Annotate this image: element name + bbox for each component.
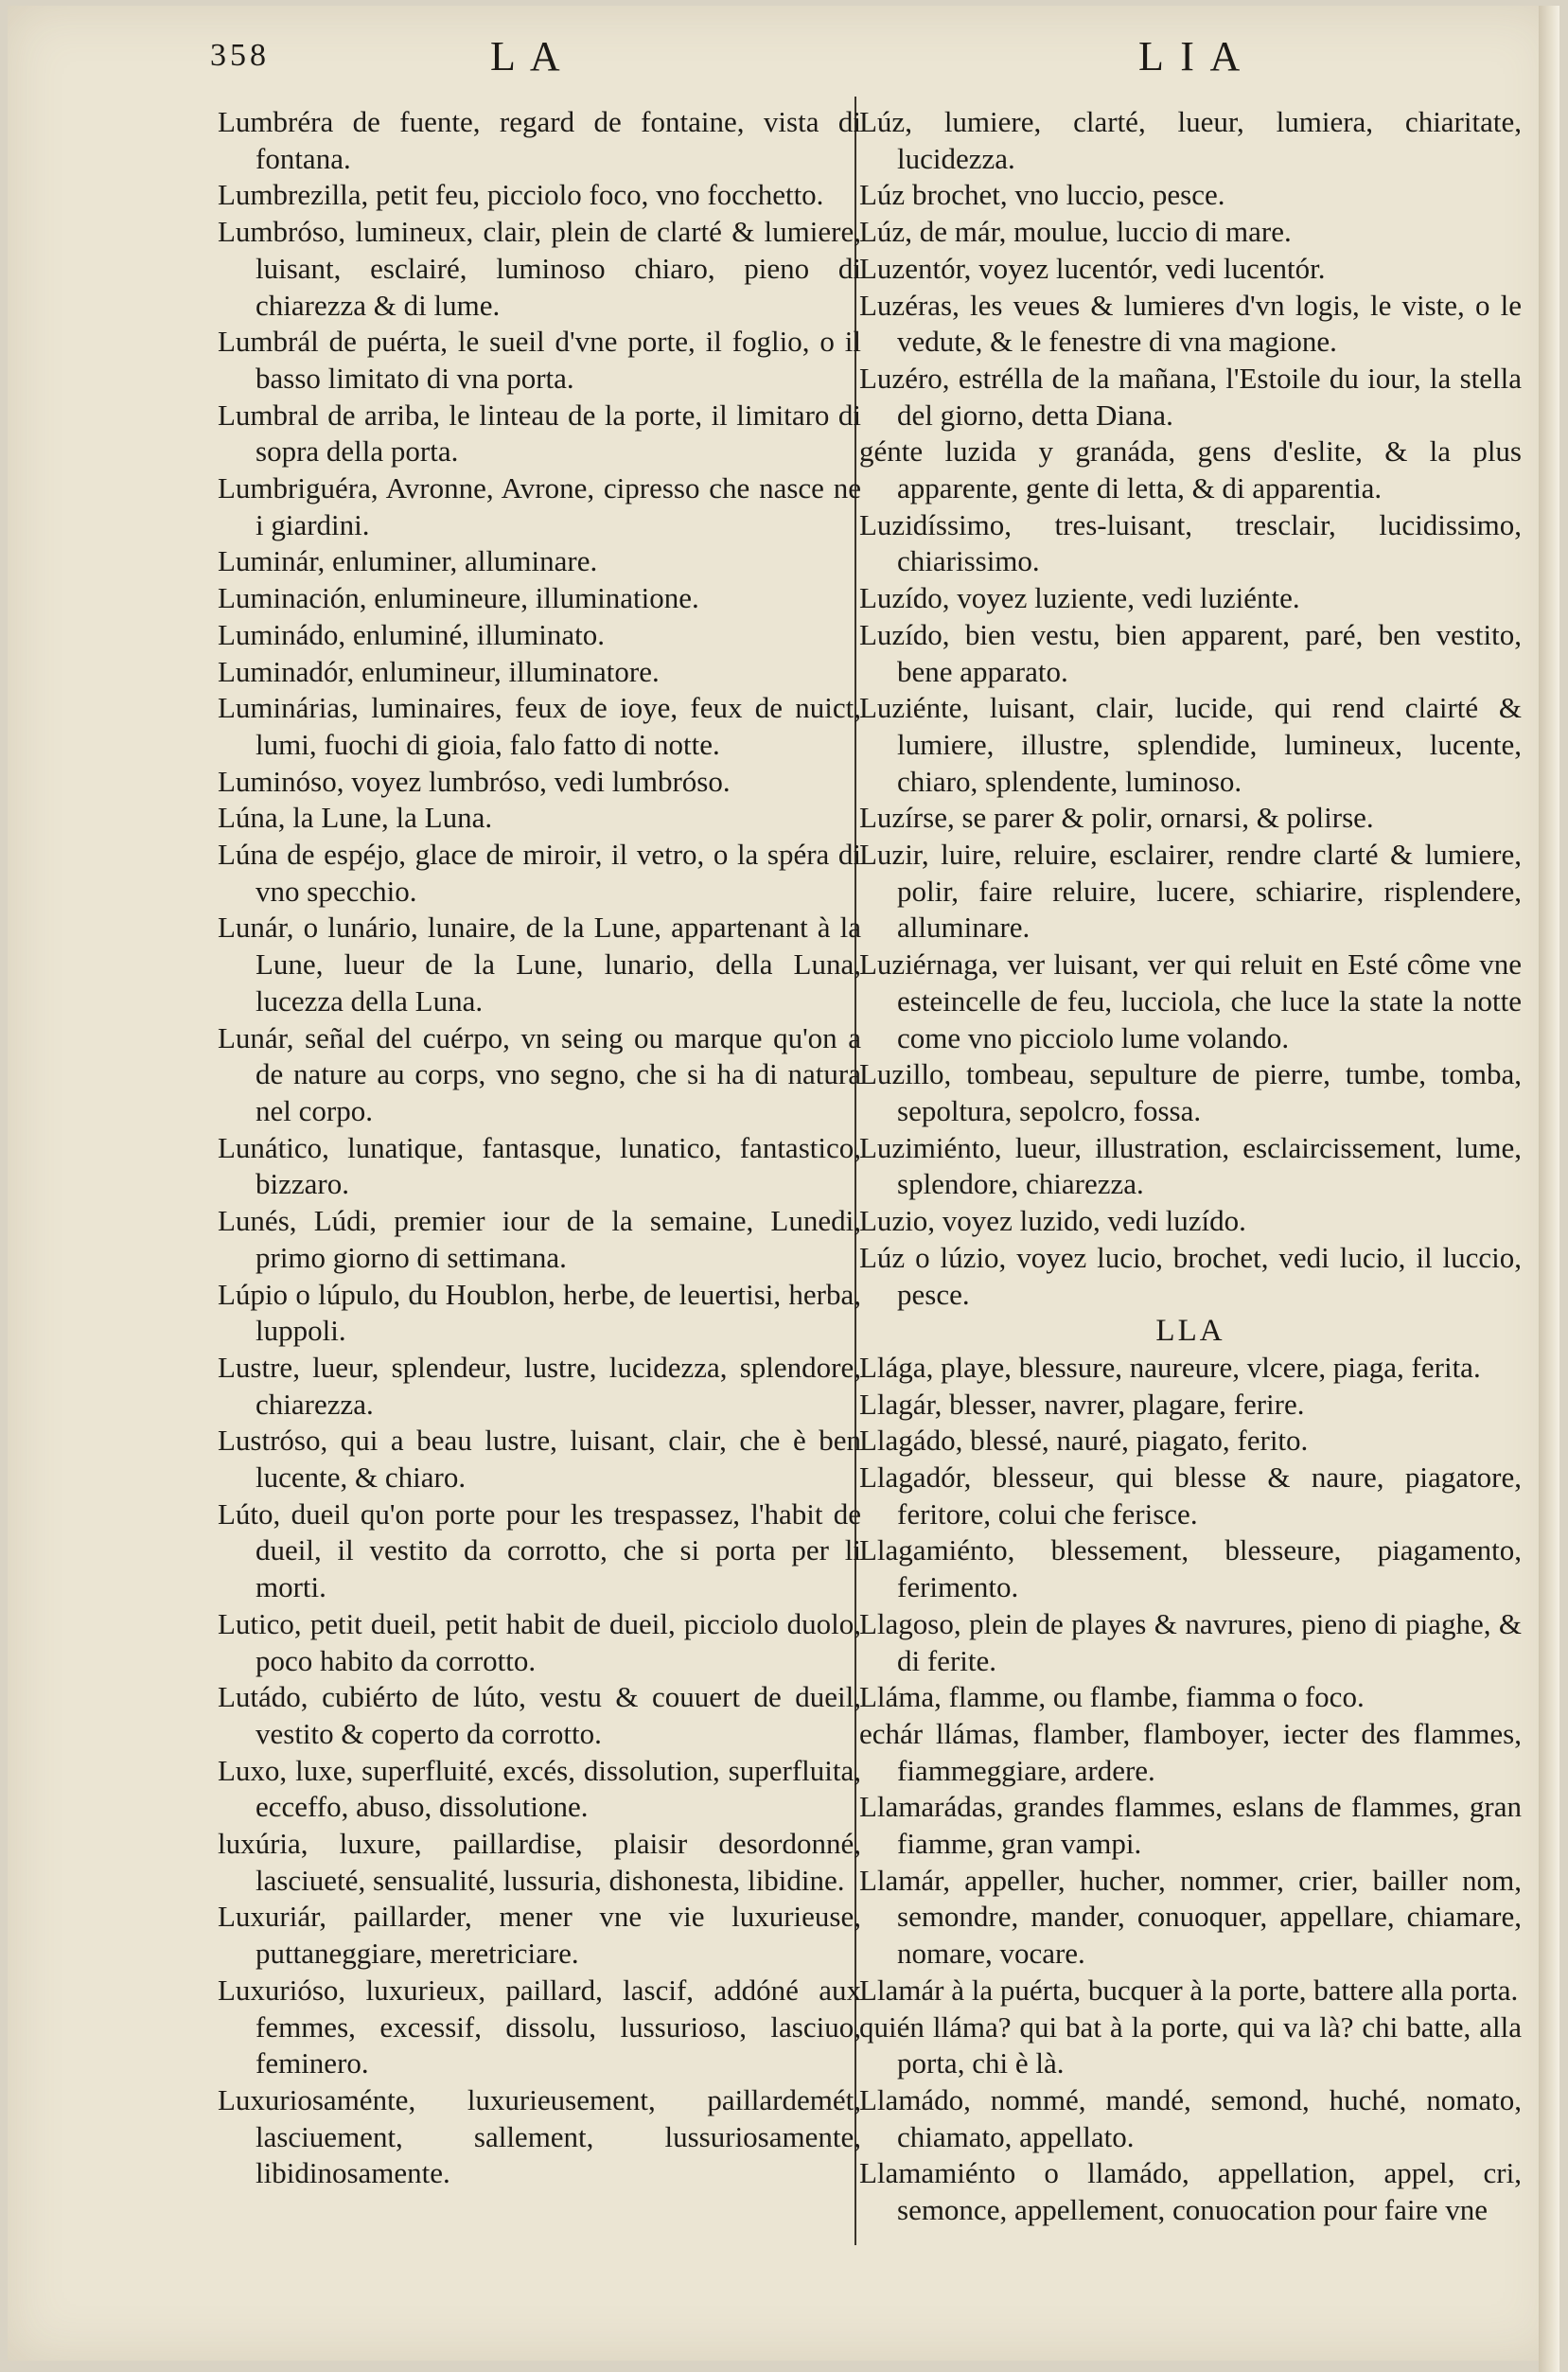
right-column-lla-entry: Llamár, appeller, hucher, nommer, crier, bailler nom, semondre, mander, conuoquer, appellare, chiamare, nomare, vocare. (859, 1863, 1522, 1971)
left-column-entry: Lunés, Lúdi, premier iour de la semaine, Lunedi, primo giorno di settimana. (218, 1204, 861, 1274)
right-running-head: L I A (1138, 33, 1244, 80)
right-column-entry: Luzírse, se parer & polir, ornarsi, & polirse. (859, 801, 1374, 835)
right-column-entry: Luzéras, les veues & lumieres d'vn logis, le viste, o le vedute, & le fenestre di vna magione. (859, 288, 1522, 359)
right-column-lla-entry: Llamarádas, grandes flammes, eslans de flammes, gran fiamme, gran vampi. (859, 1790, 1522, 1861)
right-column-lla-entry: echár llámas, flamber, flamboyer, iecter des flammes, fiammeggiare, ardere. (859, 1716, 1522, 1787)
left-column-entry: Lumbróso, lumineux, clair, plein de clarté & lumiere, luisant, esclairé, luminoso chiaro, pieno di chiarezza & di lume. (218, 215, 861, 322)
right-column-lla-entry: Llamamiénto o llamádo, appellation, appel, cri, semonce, appellement, conuocation pour faire vne (859, 2156, 1522, 2227)
left-column-entry: Lutico, petit dueil, petit habit de dueil, picciolo duolo, poco habito da corrotto. (218, 1606, 861, 1677)
left-column-entry: Luxo, luxe, superfluité, excés, dissolution, superfluita, ecceffo, abuso, dissolutione. (218, 1753, 861, 1824)
left-column-entry: Luminárias, luminaires, feux de ioye, feux de nuict, lumi, fuochi di gioia, falo fatto di notte. (218, 691, 861, 761)
right-column-lla-entry: Llagádo, blessé, nauré, piagato, ferito. (859, 1424, 1309, 1458)
left-column-entry: Luxuriosaménte, luxurieusement, paillardemét, lasciuement, sallement, lussuriosamente, libidinosamente. (218, 2082, 861, 2190)
left-column-entry: Lutádo, cubiérto de lúto, vestu & couuert de dueil, vestito & coperto da corrotto. (218, 1680, 861, 1750)
right-column-lla-entry: Llagamiénto, blessement, blesseure, piagamento, ferimento. (859, 1533, 1522, 1604)
left-column-entry: Lunár, señal del cuérpo, vn seing ou marque qu'on a de nature au corps, vno segno, che si ha di natura nel corpo. (218, 1020, 861, 1127)
right-column-lla-entry: Llága, playe, blessure, naureure, vlcere, piaga, ferita. (859, 1350, 1481, 1384)
right-column-lla-entry: Llamádo, nommé, mandé, semond, huché, nomato, chiamato, appellato. (859, 2082, 1522, 2153)
page-edge (1539, 6, 1559, 2372)
right-column-lla-entry: Llagadór, blesseur, qui blesse & naure, piagatore, feritore, colui che ferisce. (859, 1460, 1522, 1531)
right-column-entry: Luzído, voyez luziente, vedi luziénte. (859, 581, 1300, 615)
left-column-entry: Lustróso, qui a beau lustre, luisant, clair, che è ben lucente, & chiaro. (218, 1424, 861, 1495)
right-column-entry: Luzillo, tombeau, sepulture de pierre, tumbe, tomba, sepoltura, sepolcro, fossa. (859, 1057, 1522, 1127)
left-column-entry: Lumbréra de fuente, regard de fontaine, vista di fontana. (218, 105, 861, 175)
left-column-entry: Luxurióso, luxurieux, paillard, lascif, addóné aux femmes, excessif, dissolu, lussurioso, lasciuo, feminero. (218, 1973, 861, 2080)
right-column-entry: Luzio, voyez luzido, vedi luzído. (859, 1204, 1246, 1238)
left-column-entry: Luminóso, voyez lumbróso, vedi lumbróso. (218, 764, 731, 798)
left-column-entry: Lúna, la Lune, la Luna. (218, 801, 493, 835)
right-column-entry: Luzimiénto, lueur, illustration, esclaircissement, lume, splendore, chiarezza. (859, 1130, 1522, 1201)
right-column-lla-entry: Llamár à la puérta, bucquer à la porte, battere alla porta. (859, 1973, 1519, 2007)
left-column-entry: Lunático, lunatique, fantasque, lunatico, fantastico, bizzaro. (218, 1130, 861, 1201)
page-number: 358 (210, 38, 270, 73)
left-column-entry: Lúpio o lúpulo, du Houblon, herbe, de leuertisi, herba, luppoli. (218, 1277, 861, 1348)
section-heading: LLA (1155, 1314, 1225, 1349)
right-column-entry: génte luzida y granáda, gens d'eslite, & la plus apparente, gente di letta, & di apparentia. (859, 434, 1522, 505)
right-column-lla-entry: quién lláma? qui bat à la porte, qui va là? chi batte, alla porta, chi è là. (859, 2009, 1522, 2080)
dictionary-page (8, 6, 1559, 2361)
right-column-entry: Luzentór, voyez lucentór, vedi lucentór. (859, 251, 1326, 285)
right-column-lla-entry: Lláma, flamme, ou flambe, fiamma o foco. (859, 1680, 1365, 1714)
left-column-entry: Luminádo, enluminé, illuminato. (218, 617, 605, 651)
right-column-lla-entry: Llagoso, plein de playes & navrures, pieno di piaghe, & di ferite. (859, 1606, 1522, 1677)
left-column-entry: Lúto, dueil qu'on porte pour les trespassez, l'habit de dueil, il vestito da corrotto, che si porta per li morti. (218, 1496, 861, 1604)
left-column-entry: Lumbrezilla, petit feu, picciolo foco, vno focchetto. (218, 178, 824, 212)
left-column (218, 104, 861, 2192)
right-column-lla-entry: Llagár, blesser, navrer, plagare, ferire. (859, 1387, 1305, 1421)
right-column-entry: Lúz o lúzio, voyez lucio, brochet, vedi lucio, il luccio, pesce. (859, 1240, 1522, 1311)
left-running-head: L A (490, 33, 564, 80)
left-column-entry: luxúria, luxure, paillardise, plaisir desordonné, lasciueté, sensualité, lussuria, dishonesta, libidine. (218, 1827, 861, 1897)
right-column-entry: Lúz brochet, vno luccio, pesce. (859, 178, 1225, 212)
right-column-entry: Luzidíssimo, tres-luisant, tresclair, lucidissimo, chiarissimo. (859, 507, 1522, 578)
right-column (859, 104, 1522, 2229)
left-column-entry: Luxuriár, paillarder, mener vne vie luxurieuse, puttaneggiare, meretriciare. (218, 1900, 861, 1971)
right-column-entry: Lúz, de már, moulue, luccio di mare. (859, 215, 1292, 249)
left-column-entry: Lumbral de arriba, le linteau de la porte, il limitaro di sopra della porta. (218, 398, 861, 469)
left-column-entry: Luminadór, enlumineur, illuminatore. (218, 654, 660, 688)
right-column-entry: Lúz, lumiere, clarté, lueur, lumiera, chiaritate, lucidezza. (859, 105, 1522, 175)
left-column-entry: Lustre, lueur, splendeur, lustre, lucidezza, splendore, chiarezza. (218, 1350, 861, 1421)
left-column-entry: Luminár, enluminer, alluminare. (218, 544, 598, 578)
left-column-entry: Lumbrál de puérta, le sueil d'vne porte, il foglio, o il basso limitato di vna porta. (218, 325, 861, 395)
right-column-entry: Luzído, bien vestu, bien apparent, paré, ben vestito, bene apparato. (859, 617, 1522, 688)
left-column-entry: Lúna de espéjo, glace de miroir, il vetro, o la spéra di vno specchio. (218, 838, 861, 908)
right-column-entry: Luzir, luire, reluire, esclairer, rendre clarté & lumiere, polir, faire reluire, lucere, schiarire, risplendere, alluminare. (859, 838, 1522, 945)
right-column-entry: Luziérnaga, ver luisant, ver qui reluit en Esté côme vne esteincelle de feu, lucciola, che luce la state la notte come vno picciolo lume volando. (859, 947, 1522, 1054)
left-column-entry: Lumbriguéra, Avronne, Avrone, cipresso che nasce ne i giardini. (218, 471, 861, 541)
left-column-entry: Luminación, enlumineure, illuminatione. (218, 581, 699, 615)
left-column-entry: Lunár, o lunário, lunaire, de la Lune, appartenant à la Lune, lueur de la Lune, lunario, della Luna, lucezza della Luna. (218, 911, 861, 1018)
right-column-entry: Luzéro, estrélla de la mañana, l'Estoile du iour, la stella del giorno, detta Diana. (859, 361, 1522, 432)
right-column-entry: Luziénte, luisant, clair, lucide, qui rend clairté & lumiere, illustre, splendide, lumineux, lucente, chiaro, splendente, luminoso. (859, 691, 1522, 798)
